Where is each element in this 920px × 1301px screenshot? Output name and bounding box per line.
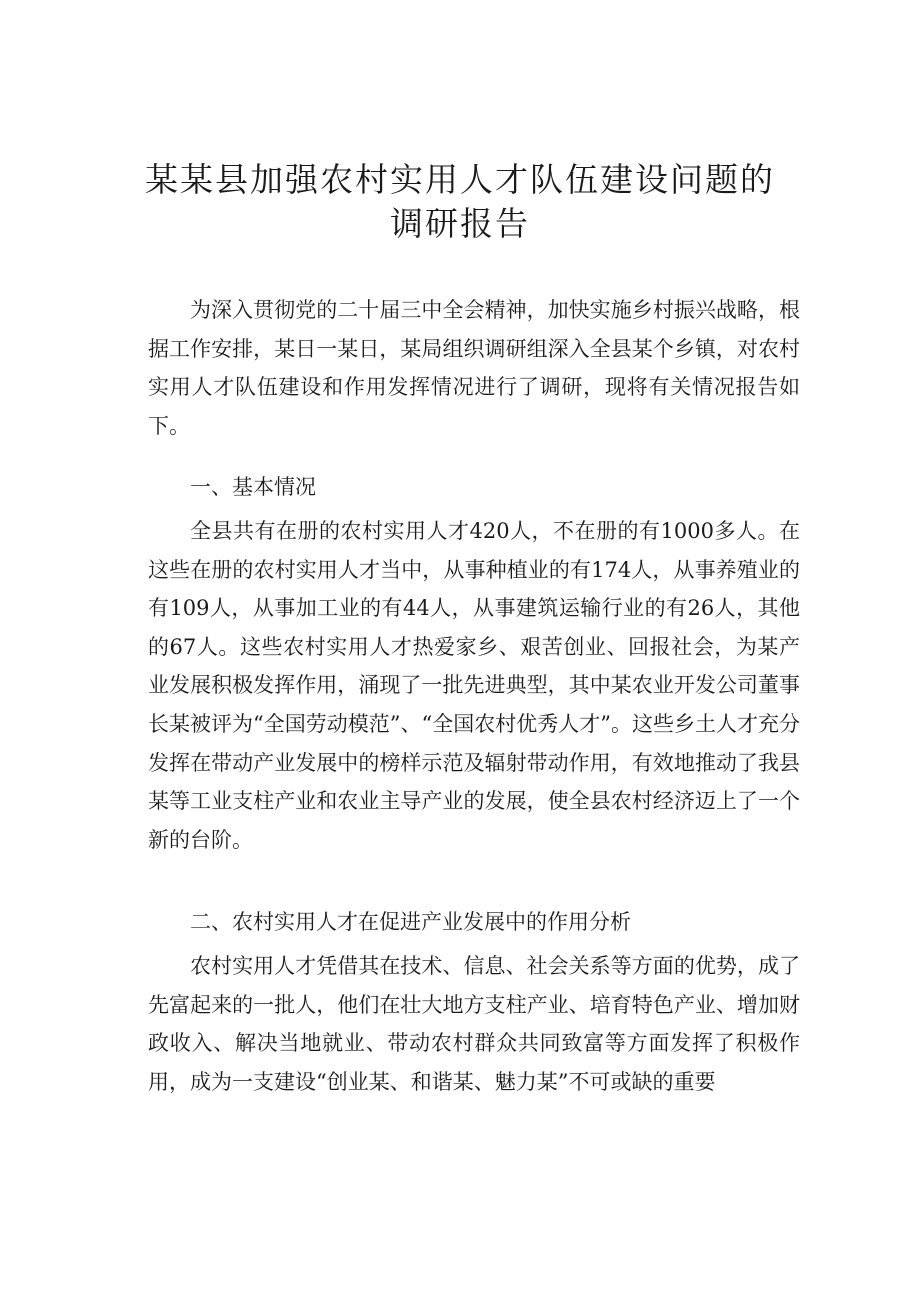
intro-paragraph: 为深入贯彻党的二十届三中全会精神，加快实施乡村振兴战略，根据工作安排，某日一某日，某局组织调研组深入全县某个乡镇，对农村实用人才队伍建设和作用发挥情况进行了调研，现将有关情况报告如下。: [148, 298, 800, 438]
section-2-paragraph: 农村实用人才凭借其在技术、信息、社会关系等方面的优势，成了先富起来的一批人，他们在壮大地方支柱产业、培育特色产业、增加财政收入、解决当地就业、带动农村群众共同致富等方面发挥了积极作用，成为一支建设“创业某、和谐某、魅力某”不可或缺的重要: [148, 954, 800, 1094]
section-1-body: [148, 512, 800, 859]
document-title-line-2: 调研报告: [390, 204, 530, 243]
section-1-paragraph: 全县共有在册的农村实用人才420人，不在册的有1000多人。在这些在册的农村实用人才当中，从事种植业的有174人，从事养殖业的有109人，从事加工业的有44人，从事建筑运输行业的有26人，其他的67人。这些农村实用人才热爱家乡、艰苦创业、回报社会，为某产业发展积极发挥作用，涌现了一批先进典型，其中某农业开发公司董事长某被评为“全国劳动模范”、“全国农村优秀人才”。这些乡土人才充分发挥在带动产业发展中的榜样示范及辐射带动作用，有效地推动了我县某等工业支柱产业和农业主导产业的发展，使全县农村经济迈上了一个新的台阶。: [148, 519, 800, 852]
document-title-line-1: 某某县加强农村实用人才队伍建设问题的: [145, 160, 775, 199]
intro-section: [148, 291, 800, 445]
section-1-heading: 一、基本情况: [190, 475, 316, 499]
section-2-heading: 二、农村实用人才在促进产业发展中的作用分析: [190, 910, 631, 934]
section-2-body: [148, 947, 800, 1101]
